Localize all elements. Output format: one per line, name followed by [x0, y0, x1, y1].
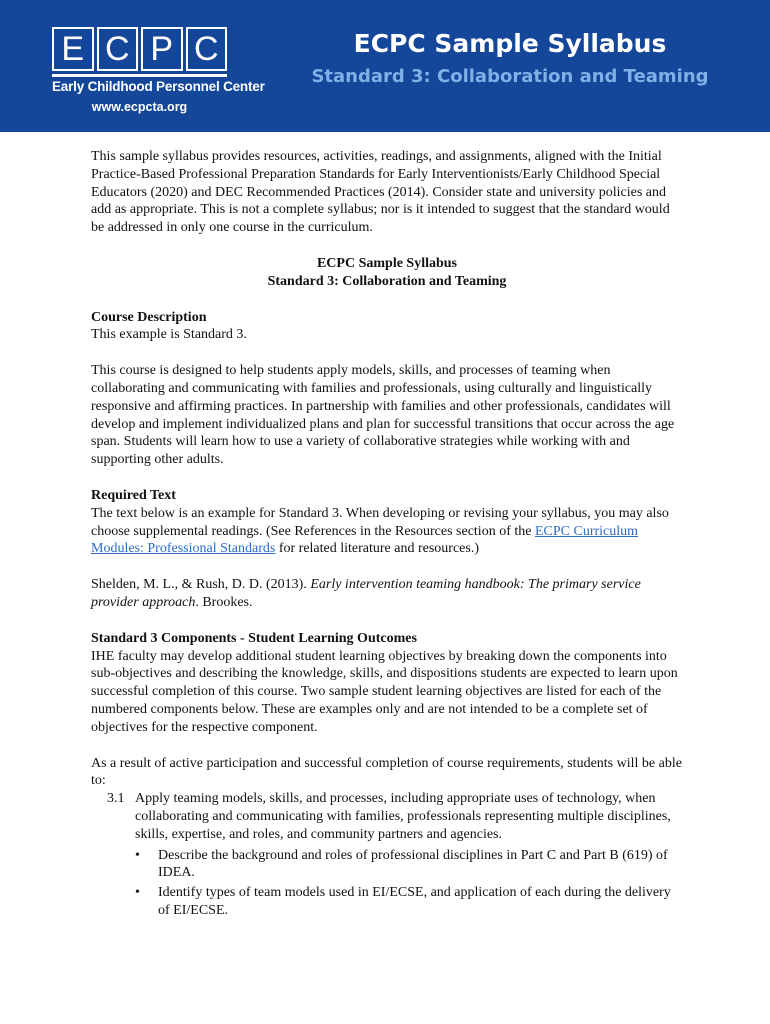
document-title: [91, 255, 683, 291]
required-text-heading: Required Text: [91, 487, 176, 503]
required-text-body-start: The text below is an example for Standard 3. When developing or revising your syllabus, you may also choose supplemental readings. (See References in the Resources section of the: [91, 505, 669, 539]
header-banner: [0, 0, 770, 132]
course-description-heading: Course Description: [91, 309, 207, 325]
ecpc-logo: [52, 27, 265, 122]
list-item: [135, 847, 683, 883]
outcome-bullet-list: [135, 847, 683, 920]
document-title-line2: Standard 3: Collaboration and Teaming: [267, 273, 507, 289]
logo-divider: [52, 74, 227, 77]
logo-letter: P: [141, 27, 183, 71]
citation-publisher: . Brookes.: [195, 594, 253, 610]
components-lead: As a result of active participation and successful completion of course requirements, students will be able to:: [91, 755, 682, 789]
logo-letter: E: [52, 27, 94, 71]
course-description-line: This example is Standard 3.: [91, 327, 247, 343]
components-body: IHE faculty may develop additional student learning objectives by breaking down the components into sub-objectives and describing the knowledge, skills, and dispositions students are expected to learn upon successful completion of this course. Two sample student learning objectives are listed for each of the numbered components below. These are examples only and are not intended to be a complete set of objectives for the respective component.: [91, 648, 678, 735]
course-description-body: This course is designed to help students apply models, skills, and processes of teaming when collaborating and communicating with families and professionals, using culturally and linguistically responsive and affirming practices. In partnership with families and other professionals, candidates will develop and implement individualized plans and plan for successful transitions that occur across the age span. Students will learn how to use a variety of collaborative strategies while working with and supporting other adults.: [91, 363, 675, 468]
bullet-icon: •: [135, 847, 140, 863]
required-text-body-end: for related literature and resources.): [275, 541, 479, 557]
bullet-icon: •: [135, 885, 140, 901]
intro-paragraph: This sample syllabus provides resources, activities, readings, and assignments, aligned with the Initial Practice-Based Professional Preparation Standards for Early Interventionists/Early Childhood Special Educators (2020) and DEC Recommended Practices (2014). Consider state and university policies and add as appropriate. This is not a complete syllabus; nor is it intended to suggest that the standard would be addressed in only one course in the curriculum.: [91, 149, 670, 236]
components-heading: Standard 3 Components - Student Learning Outcomes: [91, 630, 417, 646]
outcome-number: 3.1: [107, 791, 125, 807]
logo-letter: C: [186, 27, 228, 71]
document-title-line1: ECPC Sample Syllabus: [316, 255, 458, 271]
list-item: [135, 884, 683, 920]
logo-letter: C: [97, 27, 139, 71]
bullet-text: Identify types of team models used in EI/ECSE, and application of each during the delivery of EI/ECSE.: [158, 885, 671, 918]
document-body: [91, 148, 683, 922]
logo-letters: [52, 27, 227, 71]
logo-organization-name: Early Childhood Personnel Center: [52, 79, 265, 94]
logo-url: www.ecpcta.org: [91, 100, 188, 114]
banner-title: ECPC Sample Syllabus: [353, 29, 667, 58]
citation-authors: Shelden, M. L., & Rush, D. D. (2013).: [91, 577, 311, 593]
bullet-text: Describe the background and roles of professional disciplines in Part C and Part B (619) of IDEA.: [158, 847, 668, 881]
outcome-text: Apply teaming models, skills, and processes, including appropriate uses of technology, when collaborating and communicating with families, professionals representing multiple disciplines, skills, expertise, and roles, and community partners and agencies.: [135, 791, 671, 842]
outcome-item: [107, 790, 683, 843]
citation-title: Early intervention teaming handbook: The primary service provider approach: [91, 577, 641, 610]
required-text-body: [91, 505, 683, 558]
banner-subtitle: Standard 3: Collaboration and Teaming: [311, 66, 709, 87]
curriculum-modules-link[interactable]: ECPC Curriculum Modules: Professional Standards: [91, 523, 639, 557]
required-text-citation: [91, 576, 683, 612]
